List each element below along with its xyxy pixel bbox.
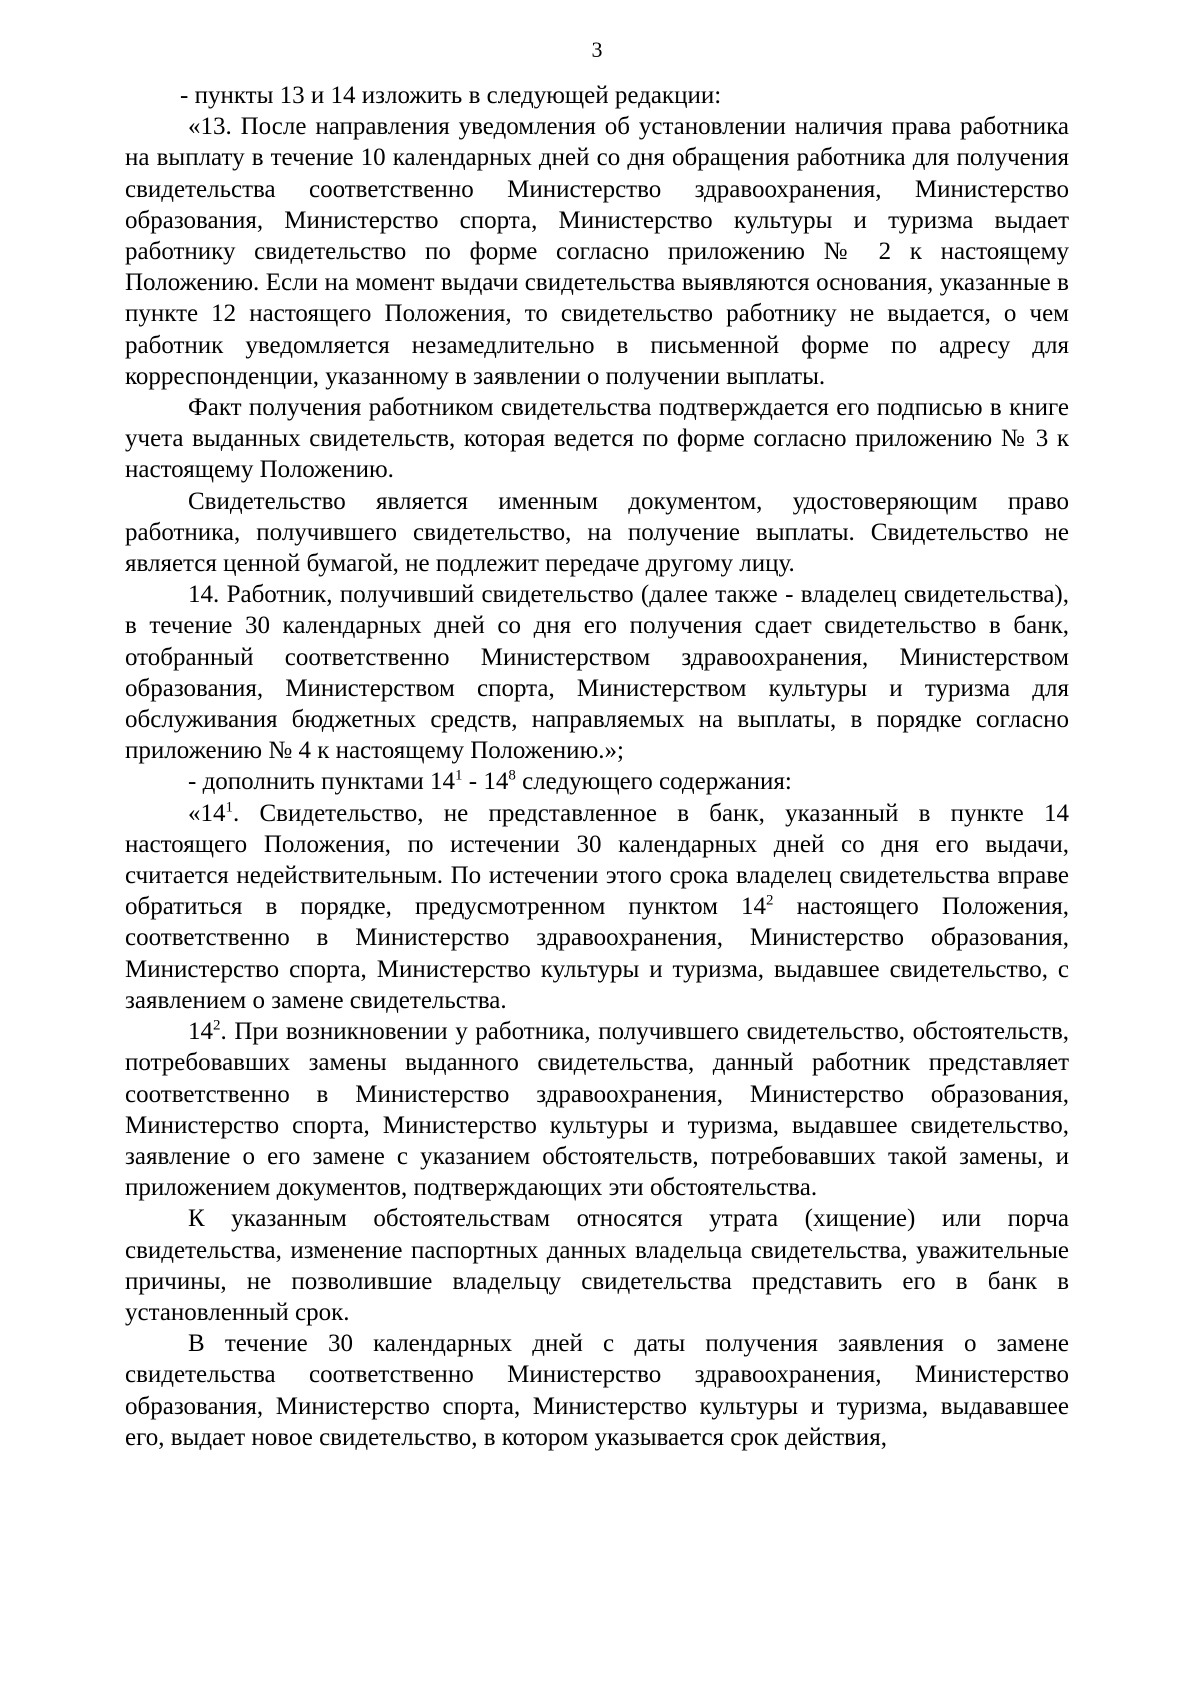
superscript: 2 — [766, 892, 774, 909]
paragraph-signature-fact: Факт получения работником свидетельства подтверждается его подписью в книге учета выданных свидетельств, которая ведется по форме согласно приложению № 3 к настоящему Положению. — [125, 394, 1069, 484]
paragraph-item-14-1 — [125, 798, 1069, 1016]
text-fragment: следующего содержания: — [515, 768, 792, 796]
paragraph-circumstances: К указанным обстоятельствам относятся утрата (хищение) или порча свидетельства, изменение паспортных данных владельца свидетельства, уважительные причины, не позволившие владельцу свидетельства представить его в банк в установленный срок. — [125, 1205, 1069, 1326]
text-fragment: 14 — [188, 1018, 213, 1046]
text-fragment: . Свидетельство, не представленное в банк, указанный в пункте 14 настоящего Положения, по истечении 30 календарных дней со дня его выдачи, считается недействительным. По истечении этого срока владелец свидетельства вправе обратиться в порядке, предусмотренном пунктом 14 — [125, 799, 1069, 921]
paragraph-item-14: 14. Работник, получивший свидетельство (далее также - владелец свидетельства), в течение 30 календарных дней со дня его получения сдает свидетельство в банк, отобранный соответственно Министерством здравоохранения, Министерством образования, Министерством спорта, Министерством культуры и туризма для обслуживания бюджетных средств, направляемых на выплаты, в порядке согласно приложению № 4 к настоящему Положению.»; — [125, 581, 1069, 765]
paragraph-item-14-2 — [125, 1016, 1069, 1203]
text-fragment: - 14 — [462, 768, 509, 796]
paragraph-item-13: «13. После направления уведомления об установлении наличия права работника на выплату в течение 10 календарных дней со дня обращения работника для получения свидетельства соответственно Министерство здравоохранения, Министерство образования, Министерство спорта, Министерство культуры и туризма выдает работнику свидетельство по форме согласно приложению № 2 к настоящему Положению. Если на момент выдачи свидетельства выявляются основания, указанные в пункте 12 настоящего Положения, то свидетельство работнику не выдается, о чем работник уведомляется незамедлительно в письменной форме по адресу для корреспонденции, указанному в заявлении о получении выплаты. — [125, 113, 1069, 390]
paragraph-certificate-nature: Свидетельство является именным документом, удостоверяющим право работника, получившего свидетельство, на получение выплаты. Свидетельство не является ценной бумагой, не подлежит передаче другому лицу. — [125, 487, 1069, 578]
superscript: 8 — [508, 768, 516, 785]
page-number: 3 — [591, 37, 603, 62]
paragraph-add-items — [125, 766, 1069, 797]
document-page — [125, 36, 1069, 1453]
text-fragment: - дополнить пунктами 14 — [188, 768, 456, 796]
superscript: 1 — [225, 799, 233, 816]
text-fragment: . При возникновении у работника, получившего свидетельство, обстоятельств, потребовавших замены выданного свидетельства, данный работник представляет соответственно в Министерство здравоохранения, Министерство образования, Министерство спорта, Министерство культуры и туризма, выдавшее свидетельство, заявление о его замене с указанием обстоятельств, потребовавших такой замены, и приложением документов, подтверждающих эти обстоятельства. — [125, 1018, 1069, 1202]
paragraph-replacement-term: В течение 30 календарных дней с даты получения заявления о замене свидетельства соответственно Министерство здравоохранения, Министерство образования, Министерство спорта, Министерство культуры и туризма, выдававшее его, выдает новое свидетельство, в котором указывается срок действия, — [125, 1330, 1069, 1451]
text-fragment: настоящего Положения, соответственно в Министерство здравоохранения, Министерство образования, Министерство спорта, Министерство культуры и туризма, выдавшее свидетельство, с заявлением о замене свидетельства. — [125, 893, 1070, 1014]
text-fragment: «14 — [188, 799, 226, 827]
superscript: 2 — [213, 1017, 221, 1034]
paragraph-amend-items: - пункты 13 и 14 изложить в следующей редакции: — [180, 82, 722, 109]
superscript: 1 — [455, 768, 463, 785]
